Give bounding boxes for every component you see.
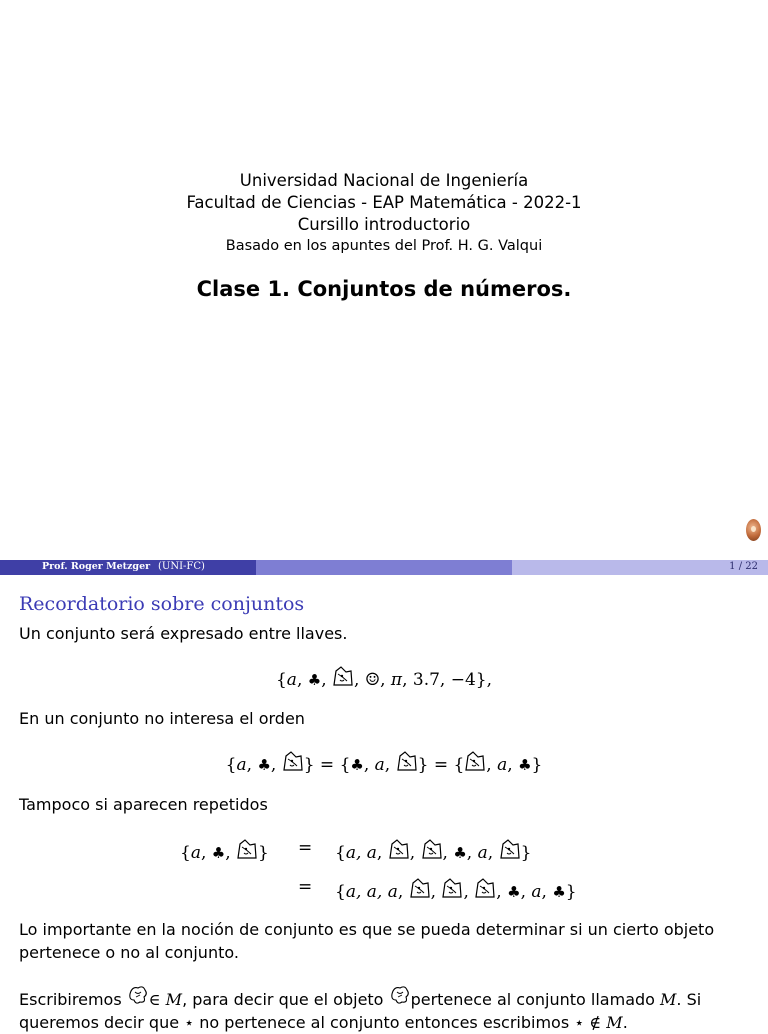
title-block bbox=[0, 170, 768, 301]
footer-author-segment bbox=[0, 560, 256, 575]
paragraph-1: Un conjunto será expresado entre llaves. bbox=[19, 624, 348, 643]
club-icon: ♣ bbox=[453, 844, 467, 862]
sketch-face-icon bbox=[499, 838, 521, 860]
sketch-face-icon bbox=[332, 665, 354, 687]
repeat-equation-lhs: {a, ♣, } bbox=[180, 838, 269, 863]
repeat-equation-rhs-2: {a, a, a, , , , ♣, a, ♣} bbox=[335, 877, 577, 902]
based-on-line: Basado en los apuntes del Prof. H. G. Valqui bbox=[225, 238, 543, 254]
club-icon: ♣ bbox=[257, 756, 271, 774]
sketch-face-icon bbox=[441, 877, 463, 899]
club-icon: ♣ bbox=[211, 844, 226, 862]
equals-sign: = bbox=[298, 877, 313, 897]
set-order-equation: {a, ♣, } = {♣, a, } = { , a, ♣} bbox=[0, 750, 768, 775]
club-icon: ♣ bbox=[518, 756, 532, 774]
content-slide bbox=[0, 575, 768, 1032]
course-line: Cursillo introductorio bbox=[297, 215, 471, 234]
club-icon: ♣ bbox=[307, 671, 322, 689]
footer-page-segment bbox=[512, 560, 768, 575]
sketch-face-icon bbox=[236, 838, 258, 860]
sketch-face-icon bbox=[409, 877, 431, 899]
lecture-title: Clase 1. Conjuntos de números. bbox=[196, 277, 572, 301]
logo-icon bbox=[746, 519, 761, 541]
smiley-icon: ☺ bbox=[364, 670, 381, 690]
club-icon: ♣ bbox=[350, 756, 364, 774]
paragraph-3: Tampoco si aparecen repetidos bbox=[19, 795, 268, 814]
university-line: Universidad Nacional de Ingeniería bbox=[239, 171, 529, 190]
sketch-face-icon bbox=[464, 750, 486, 772]
paragraph-5: Escribiremos ∈ M, para decir que el objeto pertenece al conjunto llamado M. Si queremos decir que ⋆ no pertenece al conjunto entonces escribimos ⋆ ∉ M. bbox=[19, 984, 744, 1034]
sketch-face-icon bbox=[421, 838, 443, 860]
repeat-equation-rhs-1: {a, a, , , ♣, a, } bbox=[335, 838, 531, 863]
club-icon: ♣ bbox=[507, 883, 521, 901]
sketch-face-icon bbox=[388, 838, 410, 860]
footer-author: Prof. Roger Metzger bbox=[42, 561, 151, 572]
sketch-face-icon bbox=[474, 877, 496, 899]
club-icon: ♣ bbox=[552, 883, 566, 901]
doodle-creature-icon bbox=[389, 984, 411, 1006]
paragraph-2: En un conjunto no interesa el orden bbox=[19, 709, 305, 728]
sketch-face-icon bbox=[282, 750, 304, 772]
equals-sign: = bbox=[298, 838, 313, 858]
footer-bar bbox=[0, 560, 768, 575]
paragraph-4: Lo importante en la noción de conjunto es que se pueda determinar si un cierto objeto pertenece o no al conjunto. bbox=[19, 920, 715, 962]
doodle-creature-icon bbox=[127, 984, 149, 1006]
footer-mid-segment bbox=[256, 560, 512, 575]
footer-institution: (UNI-FC) bbox=[158, 561, 205, 572]
page-number: 1 / 22 bbox=[729, 561, 758, 572]
faculty-line: Facultad de Ciencias - EAP Matemática - 2022-1 bbox=[186, 193, 582, 212]
sketch-face-icon bbox=[396, 750, 418, 772]
set-example-1: {a, ♣, , ☺, π, 3.7, −4}, bbox=[0, 665, 768, 690]
frame-title: Recordatorio sobre conjuntos bbox=[19, 593, 305, 615]
